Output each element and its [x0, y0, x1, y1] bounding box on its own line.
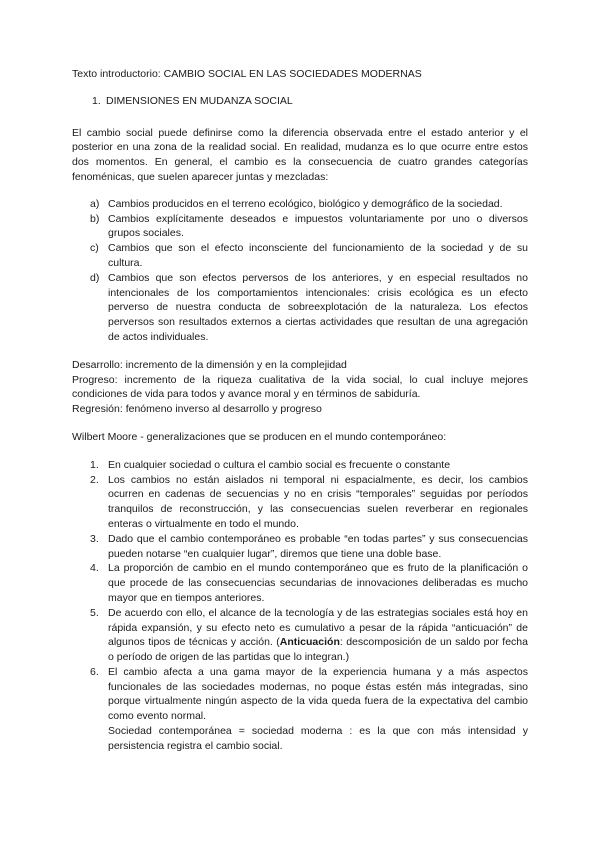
- list-marker: c): [90, 242, 99, 255]
- list-text: [108, 606, 528, 665]
- list-item: [72, 212, 528, 242]
- list-text: [108, 665, 528, 754]
- list-text: Cambios producidos en el terreno ecológico, biológico y demográfico de la sociedad.: [108, 197, 503, 210]
- document-title: Texto introductorio: CAMBIO SOCIAL EN LAS SOCIEDADES MODERNAS: [72, 68, 422, 80]
- list-marker: 1.: [90, 458, 99, 471]
- list-text: Los cambios no están aislados ni temporal ni espacialmente, es decir, los cambios ocurren en cadenas de secuencias y no en crisis “temporales” seguidas por períodos tranquilos de reconstrucción, y las consecuencias suelen reverberar en regionales enteras o virtualmente en todo el mundo.: [108, 473, 528, 530]
- generalizations-list: [72, 458, 528, 754]
- definitions-block: [72, 358, 528, 417]
- list-text: Cambios explícitamente deseados e impuestos voluntariamente por uno o diversos grupos sociales.: [108, 212, 528, 240]
- list-marker: 5.: [90, 606, 99, 619]
- intro-paragraph: El cambio social puede definirse como la diferencia observada entre el estado anterior y el posterior en una zona de la realidad social. En realidad, mudanza es lo que ocurre entre estos dos momentos. En general, el cambio es la consecuencia de cuatro grandes categorías fenoménicas, que suelen aparecer juntas y mezcladas:: [72, 126, 528, 183]
- list-item: [72, 473, 528, 532]
- list-marker: b): [90, 212, 100, 225]
- list-text-lead: De acuerdo con ello, el alcance de la tecnología y de las estrategias sociales está hoy en rápida expansión, y su efecto neto es cumulativo a pesar de la rápida “anticuación” de algunos tipos de técnicas y acción. (: [108, 606, 528, 649]
- list-item: [72, 458, 528, 473]
- section-heading: [92, 94, 528, 109]
- list-marker: d): [90, 271, 100, 284]
- list-text: Cambios que son efectos perversos de los anteriores, y en especial resultados no intencionales de los comportamientos intencionales: crisis ecológica es un efecto perverso de nuestra conducta de sobreexplotación de la naturaleza. Los efectos perversos son resultados externos a ciertas actividades que resultan de una agregación de actos individuales.: [108, 271, 528, 343]
- list-item: [72, 606, 528, 665]
- list-item: [72, 241, 528, 271]
- section-number: 1.: [92, 94, 101, 107]
- definition-progreso: Progreso: incremento de la riqueza cualitativa de la vida social, lo cual incluye mejores condiciones de vida para todos y avance moral y en términos de sabiduría.: [72, 373, 528, 401]
- list-text: Dado que el cambio contemporáneo es probable “en todas partes” y sus consecuencias pueden notarse “en cualquier lugar”, diremos que tiene una doble base.: [108, 532, 528, 560]
- section-label: DIMENSIONES EN MUDANZA SOCIAL: [106, 94, 293, 107]
- modern-society-note: Sociedad contemporánea = sociedad moderna : es la que con más intensidad y persistencia registra el cambio social.: [108, 725, 528, 752]
- list-item: [72, 532, 528, 562]
- moore-intro: Wilbert Moore - generalizaciones que se producen en el mundo contemporáneo:: [72, 430, 447, 443]
- definition-desarrollo: Desarrollo: incremento de la dimensión y en la complejidad: [72, 358, 347, 371]
- list-item: [72, 561, 528, 605]
- list-text-body: El cambio afecta a una gama mayor de la experiencia humana y a más aspectos funcionales de las sociedades modernas, no poque éstas estén más integradas, sino porque virtualmente ningún aspecto de la vida queda fuera de la expectativa del cambio como evento normal.: [108, 665, 528, 723]
- list-marker: 6.: [90, 665, 99, 678]
- list-marker: 3.: [90, 532, 99, 545]
- categories-list: [72, 197, 528, 345]
- list-item: [72, 271, 528, 345]
- list-text: La proporción de cambio en el mundo contemporáneo que es fruto de la planificación o que procede de las consecuencias secundarias de innovaciones deliberadas es mucho mayor que en tiempos anteriores.: [108, 562, 528, 604]
- list-text: Cambios que son el efecto inconsciente del funcionamiento de la sociedad y de su cultura.: [108, 242, 528, 269]
- list-item: [72, 197, 528, 212]
- list-marker: 2.: [90, 473, 99, 486]
- list-marker: a): [90, 197, 100, 210]
- definition-regresion: Regresión: fenómeno inverso al desarrollo y progreso: [72, 403, 322, 416]
- list-text-tail: : descomposición de un saldo por fecha o período de origen de las partidas que lo integran.): [108, 636, 528, 664]
- anticuacion-term: Anticuación: [279, 636, 340, 649]
- list-item: [72, 665, 528, 754]
- list-text: En cualquier sociedad o cultura el cambio social es frecuente o constante: [108, 458, 451, 471]
- list-marker: 4.: [90, 562, 99, 575]
